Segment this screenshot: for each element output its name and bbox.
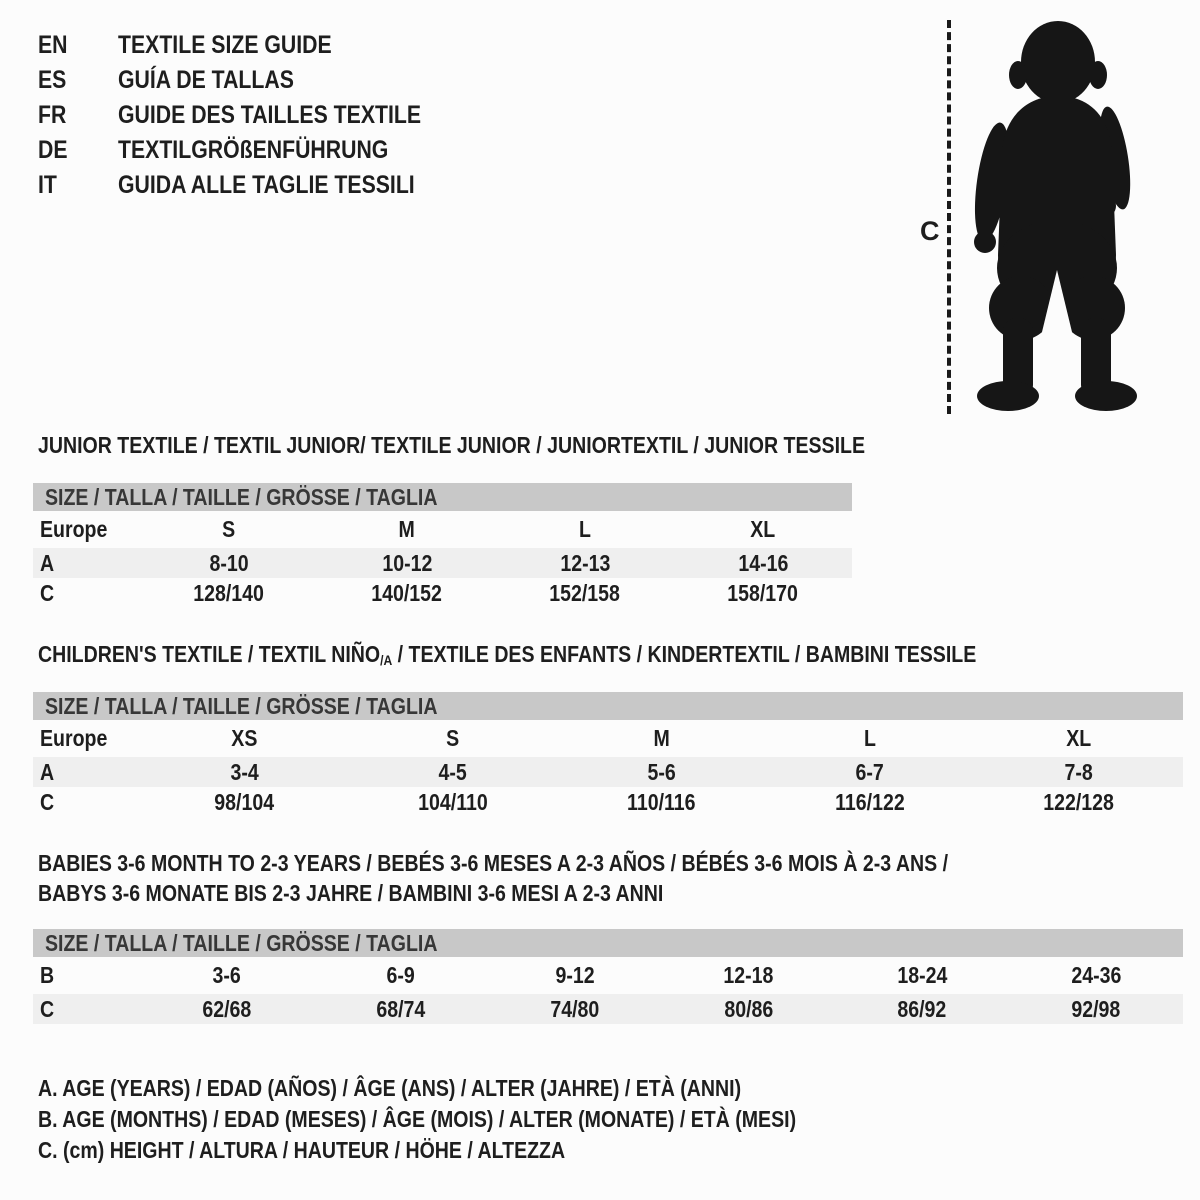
table-cell: 10-12: [381, 549, 432, 576]
table-cell: 110/116: [627, 788, 696, 815]
row-label: A: [40, 758, 55, 785]
table-cell: M: [398, 516, 416, 542]
language-code: DE: [38, 136, 68, 164]
table-cell: 140/152: [371, 579, 443, 606]
row-label: B: [40, 962, 55, 988]
table-header-text: SIZE / TALLA / TAILLE / GRÖSSE / TAGLIA: [45, 483, 438, 510]
table-cell: XS: [231, 725, 258, 751]
table-row: [33, 757, 1183, 787]
section-title-children: [38, 641, 1142, 674]
table-cell: 80/86: [723, 995, 773, 1022]
language-title: TEXTILE SIZE GUIDE: [118, 31, 332, 59]
table-cell: 86/92: [897, 995, 947, 1022]
measure-legend: [38, 1073, 930, 1166]
table-cell: XL: [1066, 725, 1092, 751]
section-title-text: JUNIOR TEXTILE / TEXTIL JUNIOR/ TEXTILE JUNIOR / JUNIORTEXTIL / JUNIOR TESSILE: [38, 432, 866, 458]
table-cell: 3-4: [230, 758, 259, 785]
language-row-it: [38, 168, 475, 203]
table-cell: 62/68: [202, 995, 252, 1022]
row-label: Europe: [40, 516, 108, 542]
table-row: [33, 720, 1183, 757]
table-cell: 7-8: [1064, 758, 1093, 785]
table-cell: 8-10: [209, 549, 249, 576]
height-measure-label: C: [920, 216, 940, 246]
table-cell: 3-6: [212, 962, 242, 988]
dashed-measure-line: [947, 20, 951, 414]
table-cell: 14-16: [737, 549, 788, 576]
language-code: IT: [38, 171, 57, 199]
table-cell: 98/104: [214, 788, 275, 815]
table-cell: 6-7: [855, 758, 885, 785]
table-header-text: SIZE / TALLA / TAILLE / GRÖSSE / TAGLIA: [45, 929, 438, 956]
table-cell: 18-24: [897, 962, 948, 988]
language-code: ES: [38, 66, 67, 94]
language-title: TEXTILGRÖßENFÜHRUNG: [118, 136, 389, 164]
table-cell: XL: [750, 516, 776, 542]
table-cell: 12-18: [723, 962, 774, 988]
table-cell: 122/128: [1043, 788, 1114, 815]
row-label: C: [40, 788, 55, 815]
section-title-line1: BABIES 3-6 MONTH TO 2-3 YEARS / BEBÉS 3-6 MESES A 2-3 AÑOS / BÉBÉS 3-6 MOIS À 2-3 ANS /: [38, 850, 949, 876]
table-row: [33, 578, 852, 608]
section-title-babies: [38, 848, 1109, 908]
table-cell: 104/110: [418, 788, 488, 815]
legend-item-b: B. AGE (MONTHS) / EDAD (MESES) / ÂGE (MOIS) / ALTER (MONATE) / ETÀ (MESI): [38, 1106, 797, 1132]
language-code: FR: [38, 101, 67, 129]
legend-item-c: C. (cm) HEIGHT / ALTURA / HAUTEUR / HÖHE / ALTEZZA: [38, 1137, 566, 1163]
babies-size-table: [33, 929, 1183, 1024]
table-cell: 9-12: [555, 962, 595, 988]
table-cell: 4-5: [438, 758, 468, 785]
table-row: [33, 511, 852, 548]
table-header: [33, 929, 1183, 957]
language-row-de: [38, 133, 475, 168]
table-header: [33, 483, 852, 511]
table-cell: M: [653, 725, 670, 751]
language-row-fr: [38, 98, 475, 133]
table-cell: 158/170: [727, 579, 799, 606]
table-cell: L: [864, 725, 877, 751]
table-row: [33, 957, 1183, 994]
language-title: GUIDE DES TAILLES TEXTILE: [118, 101, 422, 129]
table-cell: 128/140: [193, 579, 265, 606]
language-title-list: [38, 28, 475, 203]
language-title: GUÍA DE TALLAS: [118, 66, 294, 94]
children-size-table: [33, 692, 1183, 817]
legend-item-a: A. AGE (YEARS) / EDAD (AÑOS) / ÂGE (ANS) / ALTER (JAHRE) / ETÀ (ANNI): [38, 1075, 742, 1101]
table-cell: 92/98: [1071, 995, 1121, 1022]
table-cell: S: [446, 725, 460, 751]
table-row: [33, 548, 852, 578]
table-header-text: SIZE / TALLA / TAILLE / GRÖSSE / TAGLIA: [45, 692, 438, 719]
table-row: [33, 994, 1183, 1024]
height-reference-figure: [910, 20, 1155, 418]
language-row-es: [38, 63, 475, 98]
table-cell: S: [222, 516, 236, 542]
row-label: Europe: [40, 725, 108, 751]
table-cell: 24-36: [1071, 962, 1122, 988]
table-row: [33, 787, 1183, 817]
table-cell: L: [579, 516, 591, 542]
table-cell: 5-6: [647, 758, 676, 785]
row-label: C: [40, 995, 55, 1022]
toddler-silhouette-icon: [972, 20, 1142, 414]
table-cell: 74/80: [550, 995, 600, 1022]
section-title-junior: [38, 432, 1011, 458]
language-title: GUIDA ALLE TAGLIE TESSILI: [118, 171, 415, 199]
table-header: [33, 692, 1183, 720]
table-cell: 68/74: [376, 995, 426, 1022]
section-title-line2: BABYS 3-6 MONATE BIS 2-3 JAHRE / BAMBINI 3-6 MESI A 2-3 ANNI: [38, 880, 664, 906]
language-code: EN: [38, 31, 68, 59]
table-cell: 12-13: [559, 549, 610, 576]
row-label: C: [40, 579, 55, 606]
table-cell: 152/158: [549, 579, 621, 606]
table-cell: 116/122: [835, 788, 905, 815]
language-row-en: [38, 28, 475, 63]
junior-size-table: [33, 483, 852, 608]
section-title-text: CHILDREN'S TEXTILE / TEXTIL NIÑO/A / TEXTILE DES ENFANTS / KINDERTEXTIL / BAMBINI TESSILE: [38, 641, 977, 670]
table-cell: 6-9: [386, 962, 415, 988]
row-label: A: [40, 549, 55, 576]
